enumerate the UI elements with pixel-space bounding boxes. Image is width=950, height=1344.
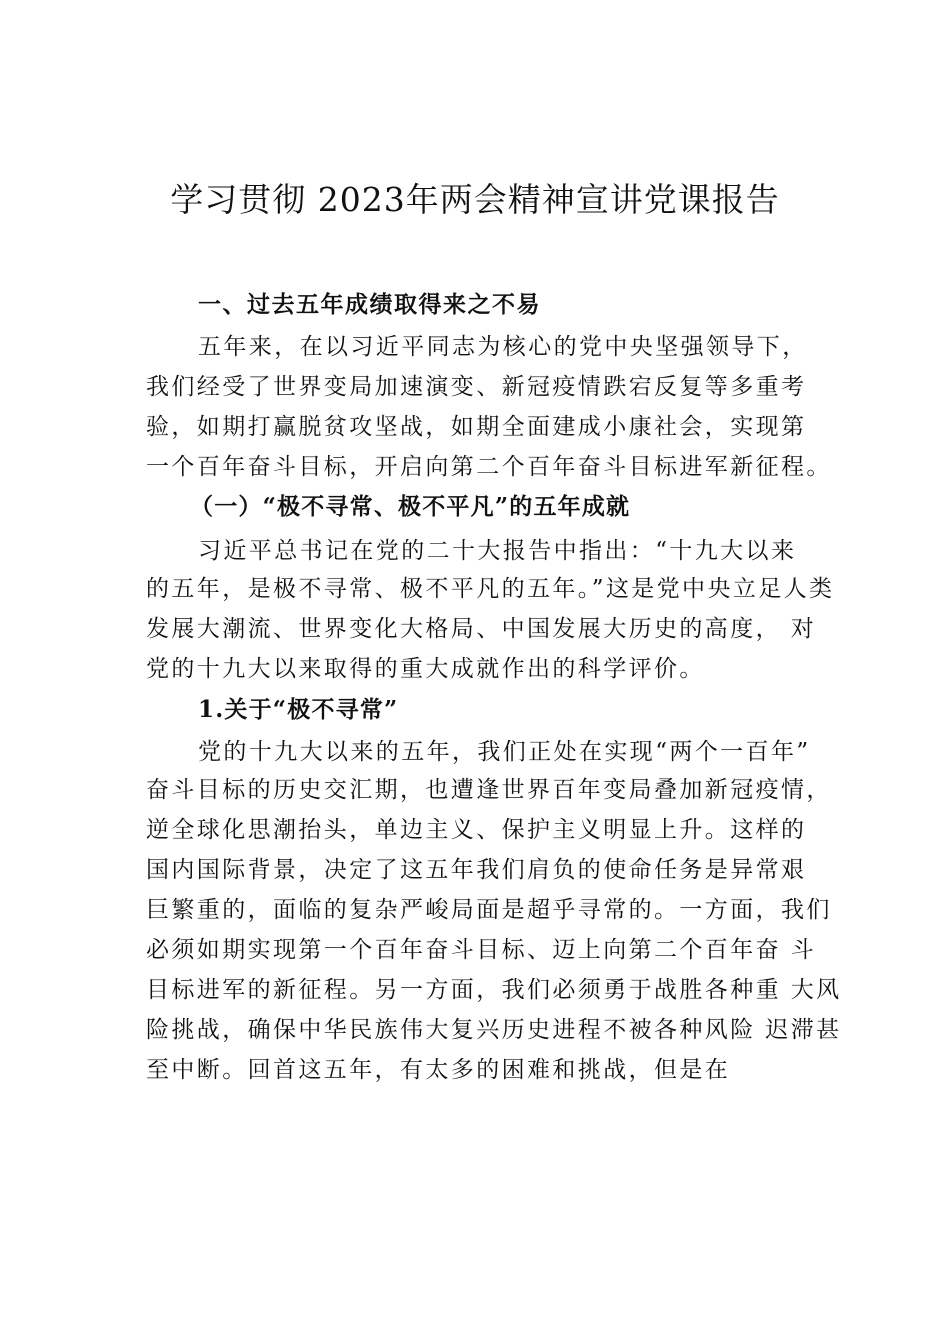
paragraph-line: 巨繁重的，面临的复杂严峻局面是超乎寻常的。一方面，我们	[146, 897, 832, 923]
paragraph-line: 的五年，是极不寻常、极不平凡的五年。”这是党中央立足人类	[146, 576, 835, 602]
paragraph-line: 习近平总书记在党的二十大报告中指出：“十九大以来	[198, 538, 797, 564]
section-heading: 一、过去五年成绩取得来之不易	[198, 291, 541, 318]
paragraph-line: 发展大潮流、世界变化大格局、中国发展大历史的高度， 对	[146, 616, 817, 642]
paragraph-line: 必须如期实现第一个百年奋斗目标、迈上向第二个百年奋 斗	[146, 937, 817, 963]
paragraph-line: 党的十九大以来取得的重大成就作出的科学评价。	[146, 656, 705, 682]
subsection-heading: （一）“极不寻常、极不平凡”的五年成就	[190, 493, 631, 520]
paragraph-line: 险挑战，确保中华民族伟大复兴历史进程不被各种风险 迟滞甚	[146, 1017, 842, 1043]
paragraph-line: 一个百年奋斗目标，开启向第二个百年奋斗目标进军新征程。	[146, 454, 832, 480]
paragraph-line: 我们经受了世界变局加速演变、新冠疫情跌宕反复等多重考	[146, 374, 807, 400]
paragraph-line: 党的十九大以来的五年，我们正处在实现“两个一百年”	[198, 739, 811, 765]
paragraph-line: 五年来，在以习近平同志为核心的党中央坚强领导下，	[198, 334, 808, 360]
paragraph-line: 国内国际背景，决定了这五年我们肩负的使命任务是异常艰	[146, 857, 807, 883]
paragraph-line: 奋斗目标的历史交汇期，也遭逢世界百年变局叠加新冠疫情，	[146, 777, 832, 803]
paragraph-line: 目标进军的新征程。另一方面，我们必须勇于战胜各种重 大风	[146, 977, 842, 1003]
document-title: 学习贯彻 2023年两会精神宣讲党课报告	[170, 180, 780, 219]
paragraph-line: 验，如期打赢脱贫攻坚战，如期全面建成小康社会，实现第	[146, 414, 807, 440]
paragraph-line: 逆全球化思潮抬头，单边主义、保护主义明显上升。这样的	[146, 817, 807, 843]
paragraph-line: 至中断。回首这五年，有太多的困难和挑战，但是在	[146, 1057, 731, 1083]
item-heading: 1.关于“极不寻常”	[198, 696, 399, 723]
